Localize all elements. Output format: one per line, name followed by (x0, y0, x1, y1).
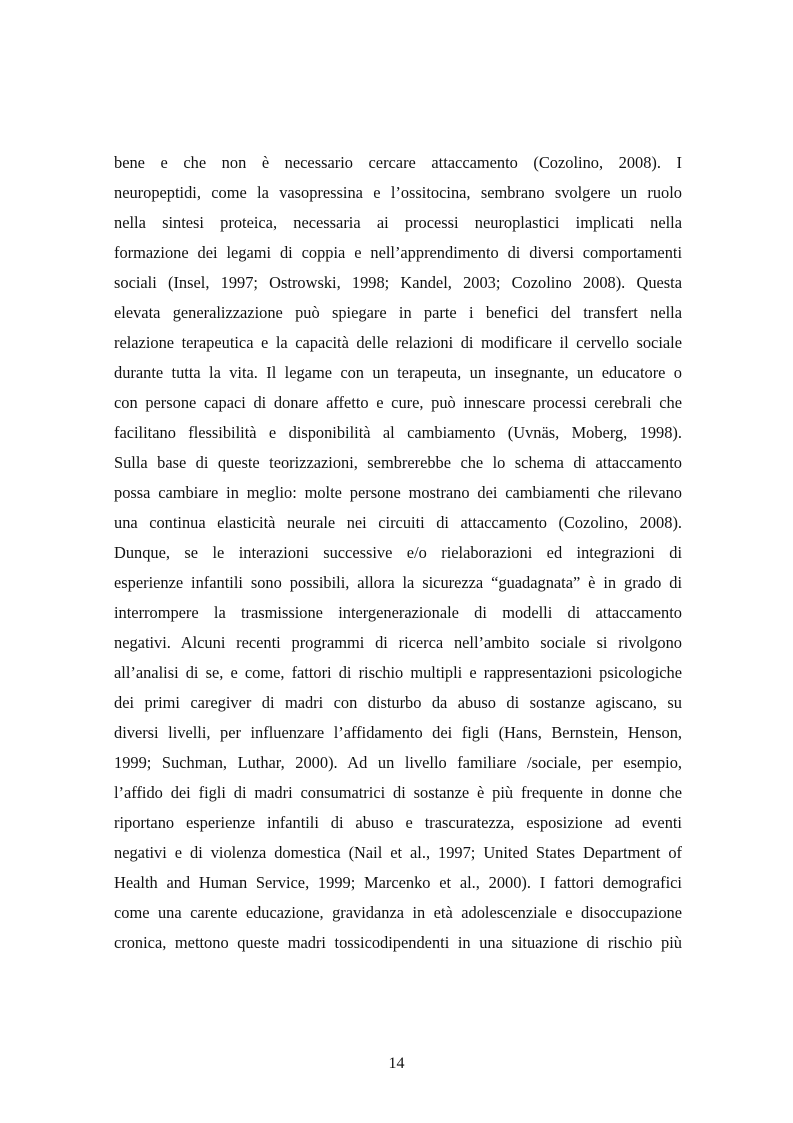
text-line: una continua elasticità neurale nei circuiti di attaccamento (Cozolino, 2008). (114, 513, 682, 532)
text-line: esperienze infantili sono possibili, allora la sicurezza “guadagnata” è in grado di (114, 573, 682, 592)
text-line: relazione terapeutica e la capacità delle relazioni di modificare il cervello sociale (114, 333, 682, 352)
text-line: negativi. Alcuni recenti programmi di ricerca nell’ambito sociale si rivolgono (114, 633, 682, 652)
text-line: nella sintesi proteica, necessaria ai processi neuroplastici implicati nella (114, 213, 682, 232)
text-line: come una carente educazione, gravidanza in età adolescenziale e disoccupazione (114, 903, 682, 922)
text-line: possa cambiare in meglio: molte persone mostrano dei cambiamenti che rilevano (114, 483, 682, 502)
text-line: riportano esperienze infantili di abuso e trascuratezza, esposizione ad eventi (114, 813, 682, 832)
text-line: Sulla base di queste teorizzazioni, sembrerebbe che lo schema di attaccamento (114, 453, 682, 472)
text-line: dei primi caregiver di madri con disturbo da abuso di sostanze agiscano, su (114, 693, 682, 712)
text-line: durante tutta la vita. Il legame con un terapeuta, un insegnante, un educatore o (114, 363, 682, 382)
text-line: facilitano flessibilità e disponibilità al cambiamento (Uvnäs, Moberg, 1998). (114, 423, 682, 442)
page-number: 14 (388, 1055, 405, 1072)
text-line: all’analisi di se, e come, fattori di rischio multipli e rappresentazioni psicologiche (114, 663, 682, 682)
text-line: Dunque, se le interazioni successive e/o rielaborazioni ed integrazioni di (114, 543, 682, 562)
text-line: cronica, mettono queste madri tossicodipendenti in una situazione di rischio più (114, 933, 682, 952)
text-line: diversi livelli, per influenzare l’affidamento dei figli (Hans, Bernstein, Henson, (114, 723, 682, 742)
text-line: 1999; Suchman, Luthar, 2000). Ad un livello familiare /sociale, per esempio, (114, 753, 682, 772)
text-line: elevata generalizzazione può spiegare in parte i benefici del transfert nella (114, 303, 682, 322)
text-line: l’affido dei figli di madri consumatrici di sostanze è più frequente in donne che (114, 783, 682, 802)
text-line: negativi e di violenza domestica (Nail et al., 1997; United States Department of (114, 843, 682, 862)
text-line: interrompere la trasmissione intergenerazionale di modelli di attaccamento (114, 603, 682, 622)
body-paragraph (114, 148, 682, 958)
text-line: con persone capaci di donare affetto e cure, può innescare processi cerebrali che (114, 393, 682, 412)
text-line: Health and Human Service, 1999; Marcenko et al., 2000). I fattori demografici (114, 873, 682, 892)
text-line: neuropeptidi, come la vasopressina e l’ossitocina, sembrano svolgere un ruolo (114, 183, 682, 202)
text-line: bene e che non è necessario cercare attaccamento (Cozolino, 2008). I (114, 153, 682, 172)
text-line: formazione dei legami di coppia e nell’apprendimento di diversi comportamenti (114, 243, 682, 262)
text-line: sociali (Insel, 1997; Ostrowski, 1998; Kandel, 2003; Cozolino 2008). Questa (114, 273, 682, 292)
